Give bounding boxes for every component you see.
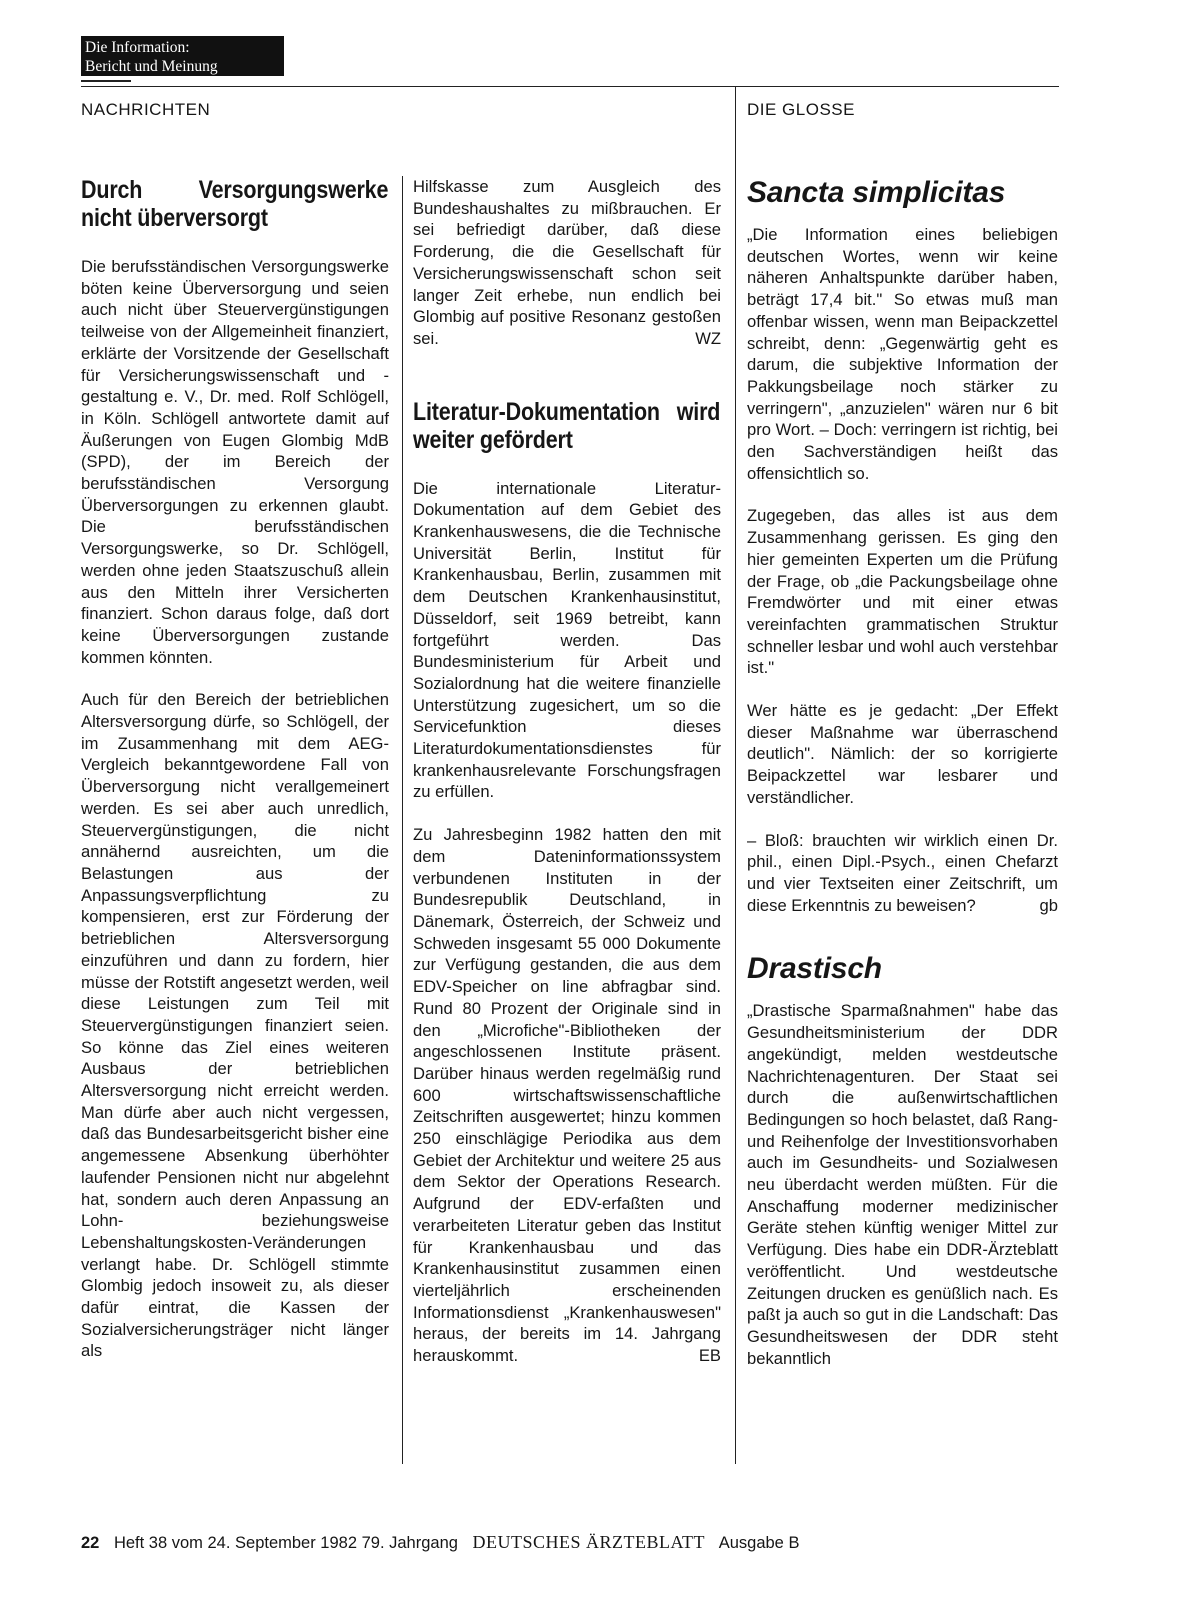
section-label-glosse: DIE GLOSSE [747, 100, 855, 119]
article2-paragraph-1: Die internationale Literatur-Dokumentation auf dem Gebiet des Krankenhauswesens, die die Technische Universität Berlin, Institut für Krankenhausbau, Berlin, zusammen mit dem Deutschen Krankenhausinstitut, Düsseldorf, seit 1969 betreibt, kann fortgeführt werden. Das Bundesministerium für Arbeit und Sozialordnung hat die weitere finanzielle Unterstützung zugesichert, um so die Servicefunktion dieses Literaturdokumentationsdienstes für krankenhausrelevante Forschungsfragen zu erfüllen. [413, 478, 721, 802]
article1-paragraph-3 [413, 176, 721, 350]
article2-paragraph-2 [413, 824, 721, 1367]
glosse-title-sancta: Sancta simplicitas [747, 176, 1006, 209]
top-rule [81, 86, 1059, 87]
glosse2-paragraph-1: „Drastische Sparmaßnahmen" habe das Gesundheitsministerium der DDR angekündigt, melden westdeutsche Nachrichtenagenturen. Der Staat sei durch die außenwirtschaftlichen Bedingungen so hoch belastet, daß Rang- und Reihenfolge der Investitionsvorhaben auch im Gesundheits- und Sozialwesen neu überdacht werden müßten. Für die Anschaffung moderner medizinischer Geräte stehen künftig weniger Mittel zur Verfügung. Dies habe ein DDR-Ärzteblatt veröffentlicht. Und westdeutsche Zeitungen drucken es genüßlich nach. Es paßt ja auch so gut in die Landschaft: Das Gesundheitswesen der DDR steht bekanntlich [747, 1001, 1058, 1368]
issue-info: Heft 38 vom 24. September 1982 79. Jahrgang [113, 1534, 458, 1552]
header-underline [81, 80, 131, 82]
glosse-title-drastisch: Drastisch [747, 952, 882, 986]
glosse1-signature: gb [1039, 895, 1058, 915]
column-3 [747, 176, 1058, 1369]
column-2 [413, 176, 721, 1367]
page-number: 22 [81, 1534, 100, 1552]
section-label-nachrichten: NACHRICHTEN [81, 100, 211, 119]
article2-signature: EB [698, 1346, 721, 1366]
article-title-versorgungswerke: Durch Versorgungswerke nicht überversorgt [81, 176, 389, 232]
article-title-literatur: Literatur-Dokumentation wird weiter gefördert [413, 397, 721, 454]
column-divider-1 [402, 176, 403, 1464]
article1-paragraph-3-text: Hilfskasse zum Ausgleich des Bundeshaushaltes zu mißbrauchen. Er sei befriedigt darüber, daß diese Forderung, die die Gesellschaft für Versicherungswissenschaft schon seit langer Zeit erhebe, nun endlich bei Glombig auf positive Resonanz gestoßen sei. [413, 177, 721, 348]
header-line-2: Bericht und Meinung [85, 58, 218, 75]
article1-paragraph-2: Auch für den Bereich der betrieblichen Altersversorgung dürfe, so Schlögell, der im Zusammenhang mit dem AEG-Vergleich bekanntgewordene Fall von Überversorgung nicht verallgemeinert werden. Es sei aber auch unredlich, Steuervergünstigungen, die nicht annähernd ausreichten, um die Belastungen aus der Anpassungsverpflichtung zu kompensieren, erst zur Förderung der betrieblichen Altersversorgung einzuführen und dann zu fordern, hier müsse der Rotstift angesetzt werden, weil diese Leistungen zum Teil mit Steuervergünstigungen finanziert seien. So könne das Ziel eines weiteren Ausbaus der betrieblichen Altersversorgung nicht erreicht werden. Man dürfe aber auch nicht vergessen, daß das Bundesarbeitsgericht bisher eine angemessene Absenkung überhöhter laufender Pensionen nicht nur abgelehnt hat, sondern auch deren Anpassung an Lohn- beziehungsweise Lebenshaltungskosten-Veränderungen verlangt habe. Dr. Schlögell stimmte Glombig jedoch insoweit zu, als dieser dafür eintrat, die Kassen der Sozialversicherungsträger nicht länger als [81, 690, 389, 1361]
article1-signature: WZ [695, 328, 721, 348]
column-1 [81, 176, 389, 1362]
glosse1-paragraph-2: Zugegeben, das alles ist aus dem Zusammenhang gerissen. Es ging den hier gemeinten Experten um die Prüfung der Frage, ob „die Packungsbeilage ohne Fremdwörter und mit einer etwas vereinfachten grammatischen Struktur schneller lesbar und wohl auch verstehbar ist." [747, 506, 1058, 678]
glosse1-paragraph-1: „Die Information eines beliebigen deutschen Wortes, wenn wir keine näheren Anhaltspunkte darüber haben, beträgt 17,4 bit." So etwas muß man offenbar wissen, wenn man Beipackzettel schreibt, denn: „Gegenwärtig geht es darum, die subjektive Information der Pakkungsbeilage noch stärker zu verringern", „anzuzielen" wären nur 6 bit pro Wort. – Doch: verringern ist richtig, bei den Sachverständigen heißt das offensichtlich so. [747, 225, 1058, 483]
edition-label: Ausgabe B [718, 1534, 800, 1552]
header-line-1: Die Information: [85, 39, 190, 56]
glosse1-paragraph-4 [747, 830, 1058, 917]
section-header-box [81, 36, 284, 76]
glosse1-paragraph-3: Wer hätte es je gedacht: „Der Effekt dieser Maßnahme war überraschend deutlich". Nämlich: der so korrigierte Beipackzettel war lesbarer und verständlicher. [747, 701, 1058, 807]
column-divider-2 [735, 86, 736, 1464]
glosse1-paragraph-4-text: – Bloß: brauchten wir wirklich einen Dr. phil., einen Dipl.-Psych., einen Chefarzt und vier Textseiten einer Zeitschrift, um diese Erkenntnis zu beweisen? [747, 830, 1058, 915]
journal-name: DEUTSCHES ÄRZTEBLATT [472, 1532, 706, 1552]
article2-paragraph-2-text: Zu Jahresbeginn 1982 hatten den mit dem Dateninformationssystem verbundenen Instituten in der Bundesrepublik Deutschland, in Dänemark, Österreich, der Schweiz und Schweden insgesamt 55 000 Dokumente zur Verfügung gestanden, die aus dem EDV-Speicher on line abfragbar sind. Rund 80 Prozent der Originale sind in den „Microfiche"-Bibliotheken der angeschlossenen Institute präsent. Darüber hinaus werden regelmäßig rund 600 wirtschaftswissenschaftliche Zeitschriften ausgewertet; hinzu kommen 250 einschlägige Periodika aus dem Gebiet der Architektur und weitere 25 aus dem Sektor der Operations Research. Aufgrund der EDV-erfaßten und verarbeiteten Literatur geben das Institut für Krankenhausbau und das Krankenhausinstitut zusammen einen vierteljährlich erscheinenden Informationsdienst „Krankenhauswesen" heraus, der bereits im 14. Jahrgang herauskommt. [413, 825, 721, 1366]
article1-paragraph-1: Die berufsständischen Versorgungswerke böten keine Überversorgung und seien auch nicht über Steuervergünstigungen teilweise von der Allgemeinheit finanziert, erklärte der Vorsitzende der Gesellschaft für Versicherungswissenschaft und -gestaltung e. V., Dr. med. Rolf Schlögell, in Köln. Schlögell antwortete damit auf Äußerungen von Eugen Glombig MdB (SPD), der im Bereich der berufsständischen Versorgung Überversorgungen zu erkennen glaubt. Die berufsständischen Versorgungswerke, so Dr. Schlögell, werden ohne jeden Staatszuschuß allein aus den Mitteln ihrer Versicherten finanziert. Schon daraus folge, daß dort keine Überversorgungen zustande kommen könnten. [81, 257, 389, 667]
page-footer [81, 1532, 799, 1553]
